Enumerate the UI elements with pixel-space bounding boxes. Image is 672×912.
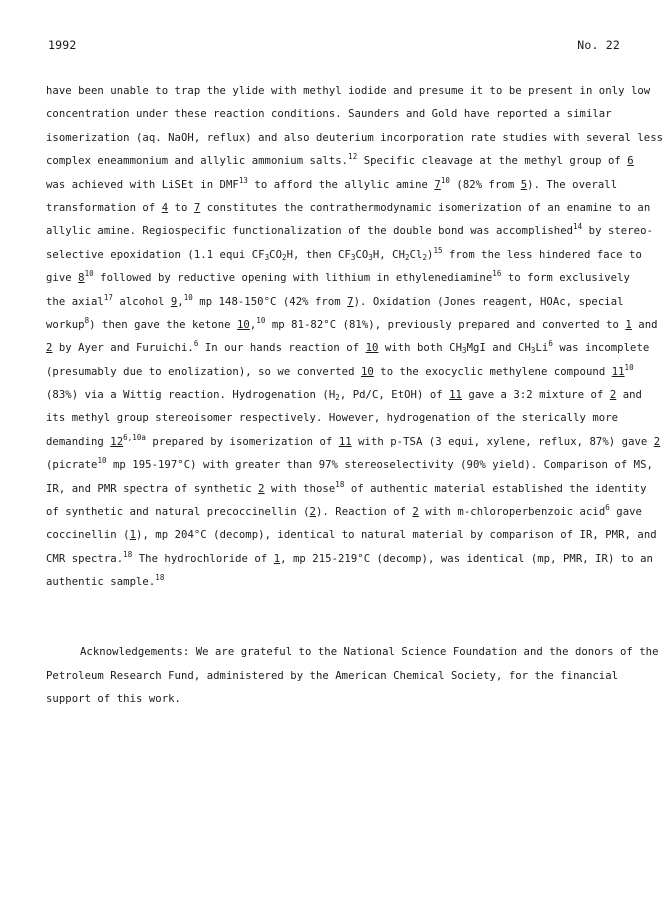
text-line: Petroleum Research Fund, administered by the American Chemical Society, for the financial bbox=[46, 669, 619, 682]
text-line: isomerization (aq. NaOH, reflux) and also deuterium incorporation rate studies with several less bbox=[46, 131, 664, 144]
text-line: was achieved with LiSEt in DMF$^{13}$ to afford the allylic amine $7^{10}$ (82% from 5). The overall bbox=[46, 175, 618, 191]
text-line: concentration under these reaction conditions. Saunders and Gold have reported a similar bbox=[46, 108, 612, 121]
issue-number: No. 22 bbox=[577, 38, 620, 52]
text-line: of synthetic and natural precoccinellin (2). Reaction of 2 with m-chloroperbenzoic acid$^6$ gave bbox=[46, 503, 642, 519]
paragraph-gap bbox=[46, 595, 636, 618]
text-line: demanding $12^{6,10a}$ prepared by isomerization of 11 with p-TSA (3 equi, xylene, reflux, 87%) gave 2 bbox=[46, 432, 661, 448]
text-line: (picrate$^{10}$ mp 195-197°C) with greater than 97% stereoselectivity (90% yield). Comparison of MS, bbox=[46, 456, 653, 472]
text-line: coccinellin (1), mp 204°C (decomp), identical to natural material by comparison of IR, PMR, and bbox=[46, 529, 657, 542]
text-line: IR, and PMR spectra of synthetic 2 with those$^{18}$ of authentic material established the identity bbox=[46, 479, 647, 495]
text-line: Acknowledgements: We are grateful to the National Science Foundation and the donors of the bbox=[80, 646, 659, 659]
main-paragraph bbox=[46, 80, 664, 595]
body-text bbox=[46, 80, 664, 712]
text-line: the axial$^{17}$ alcohol 9,10 mp 148-150°C (42% from 7). Oxidation (Jones reagent, HOAc, special bbox=[46, 292, 624, 308]
text-line: transformation of 4 to 7 constitutes the contrathermodynamic isomerization of an enamine to an bbox=[46, 201, 651, 214]
text-line: its methyl group stereoisomer respectively. However, hydrogenation of the sterically more bbox=[46, 412, 619, 425]
text-line: CMR spectra.$^{18}$ The hydrochloride of 1, mp 215-219°C (decomp), was identical (mp, PMR, IR) to an bbox=[46, 549, 653, 565]
acknowledgements-paragraph bbox=[46, 641, 659, 711]
text-line: selective epoxidation (1.1 equi $CF_3CO_2H$, then $CF_3CO_3H$, $CH_2Cl_2)^{15}$ from the less hindered face to bbox=[46, 245, 642, 262]
text-line: complex eneammonium and allylic ammonium salts.$^{12}$ Specific cleavage at the methyl group of 6 bbox=[46, 152, 634, 168]
text-line: authentic sample.$^{18}$ bbox=[46, 573, 165, 589]
text-line: give $8^{10}$ followed by reductive opening with lithium in ethylenediamine$^{16}$ to form exclusively bbox=[46, 269, 630, 285]
text-line: (83%) via a Wittig reaction. Hydrogenation ($H_2$, Pd/C, EtOH) of 11 gave a 3:2 mixture of 2 and bbox=[46, 389, 642, 403]
text-line: workup$^8$) then gave the ketone 10,10 mp 81-82°C (81%), previously prepared and converted to 1 and bbox=[46, 315, 658, 331]
page-number: 1992 bbox=[48, 38, 77, 52]
text-line: allylic amine. Regiospecific functionalization of the double bond was accomplished$^{14}$ by stereo- bbox=[46, 222, 653, 238]
text-line: have been unable to trap the ylide with methyl iodide and presume it to be present in only low bbox=[46, 85, 651, 97]
text-line: support of this work. bbox=[46, 693, 181, 706]
text-line: 2 by Ayer and Furuichi.$^6$ In our hands reaction of 10 with both $CH_3MgI$ and $CH_3Li^6$ was incomplete bbox=[46, 339, 650, 356]
text-line: (presumably due to enolization), so we converted 10 to the exocyclic methylene compound $11^{10}$ bbox=[46, 362, 634, 378]
paragraph-gap bbox=[46, 618, 636, 641]
